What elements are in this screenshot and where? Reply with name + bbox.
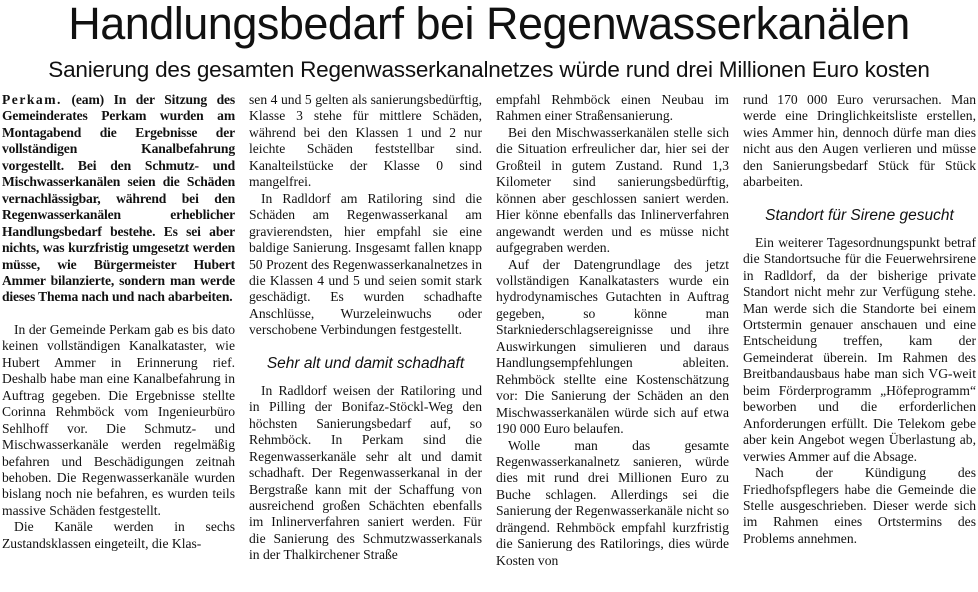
paragraph: In der Gemeinde Perkam gab es bis dato keinen vollständigen Kanalkataster, wie Hubert Ammer in Erinnerung rief. Deshalb habe man eine Kanalbefahrung in Auftrag gegeben. Die Ergebnisse stellte Corinna Rehmböck vom Ingenieurbüro Sehlhoff vor. Die Schmutz- und Mischwasserkanäle werden regelmäßig befahren und Beschädigungen zeitnah behoben. Die Regenwasserkanäle wurden bislang noch nie befahren, es wurden teils massive Schäden festgestellt. — [2, 321, 235, 518]
section-heading: Sehr alt und damit schadhaft — [266, 354, 465, 372]
paragraph: Ein weiterer Tagesordnungspunkt betraf die Standortsuche für die Feuerwehrsirene in Radldorf, da der bisherige private Standort nicht mehr zur Verfügung stehe. Man werde sich die Standorte bei einem Ortstermin genauer anschauen und eine Entscheidung treffen, kam der Gemeinderat überein. Im Rahmen des Breitbandausbaus habe man sich VG-weit beim Förderprogramm „Höfeprogramm“ beworben und die erforderlichen Anforderungen erfüllt. Die Telekom gebe aber kein Angebot wegen Überlastung ab, verwies Ammer auf die Absage. — [743, 234, 976, 464]
paragraph: Auf der Datengrundlage des jetzt vollständigen Kanalkatasters wurde ein hydrodynamisches Gutachten in Auftrag gegeben, so könne man Starkniederschlagsereignisse und ihre Auswirkungen simulieren und daraus Handlungsempfehlungen ableiten. Rehmböck stellte eine Kostenschätzung vor: Die Sanierung der Schäden an den Mischwasserkanälen würde sich auf etwa 190 000 Euro belaufen. — [496, 256, 729, 437]
column-2 — [249, 92, 482, 592]
paragraph: Wolle man das gesamte Regenwasserkanalnetz sanieren, würde dies mit rund drei Millionen Euro zu Buche schlagen. Allerdings sei die Sanierung der Regenwasserkanäle nicht so drängend. Rehmböck empfahl kurzfristig die Sanierung des Ratilorings, dies würde Kosten von — [496, 437, 729, 568]
paragraph: In Radldorf am Ratiloring sind die Schäden am Regenwasserkanal am gravierendsten, hier empfahl sie eine baldige Sanierung. Insgesamt fallen knapp 50 Prozent des Regenwasserkanalnetzes in die Klassen 4 und 5 und seien somit stark geschädigt. Es wurden schadhafte Anschlüsse, Wurzeleinwuchs oder verschobene Verbindungen festgestellt. — [249, 190, 482, 338]
article-subheadline: Sanierung des gesamten Regenwasserkanalnetzes würde rund drei Millionen Euro kosten — [48, 57, 930, 82]
lead-text: (eam) In der Sitzung des Gemeinderates Perkam wurden am Montagabend die Ergebnisse der vollständigen Kanalbefahrung vorgestellt. Bei den Schmutz- und Mischwasserkanälen seien die Schäden vernachlässigbar, während bei den Regenwasserkanälen erheblicher Handlungsbedarf bestehe. Es sei aber nichts, was kurzfristig umgesetzt werden müsse, wie Bürgermeister Hubert Ammer bilanzierte, sondern man werde dieses Thema nach und nach abarbeiten. — [2, 92, 235, 305]
dateline: Perkam. — [2, 92, 62, 107]
column-1 — [2, 92, 235, 592]
paragraph: In Radldorf weisen der Ratiloring und in Pilling der Bonifaz-Stöckl-Weg den höchsten Sanierungsbedarf auf, so Rehmböck. In Perkam sind die Regenwasserkanäle sehr alt und damit schadhaft. Der Regenwasserkanal in der Bergstraße kann mit der Schaffung von ausreichend großen Schächten ebenfalls im Inlinerverfahren saniert werden. Für die Sanierung des Schmutzwasserkanals in der Thalkirchener Straße — [249, 382, 482, 563]
paragraph: Nach der Kündigung des Friedhofspflegers habe die Gemeinde die Stelle ausgeschrieben. Dieser werde sich im Rahmen eines Ortstermins des Problems annehmen. — [743, 465, 976, 546]
paragraph: empfahl Rehmböck einen Neubau im Rahmen einer Straßensanierung. — [496, 92, 729, 124]
article-headline: Handlungsbedarf bei Regenwasserkanälen — [68, 0, 910, 49]
paragraph: rund 170 000 Euro verursachen. Man werde eine Dringlichkeitsliste erstellen, wies Ammer hin, dennoch dürfe man dies nicht aus den Augen verlieren und müsse den Sanierungsbedarf Stück für Stück abarbeiten. — [743, 92, 976, 190]
article-body — [2, 92, 976, 592]
paragraph: Bei den Mischwasserkanälen stelle sich die Situation erfreulicher dar, hier sei der Großteil in gutem Zustand. Rund 1,3 Kilometer sind sanierungsbedürftig, können aber geschlossen saniert werden. Hier könne ebenfalls das Inlinerverfahren angewandt werden und es müsse nicht aufgegraben werden. — [496, 124, 729, 256]
column-4 — [743, 92, 976, 592]
paragraph: Die Kanäle werden in sechs Zustandsklassen eingeteilt, die Klas- — [2, 519, 235, 551]
lead-paragraph — [2, 92, 235, 306]
paragraph: sen 4 und 5 gelten als sanierungsbedürftig, Klasse 3 stehe für mittlere Schäden, während bei den Klassen 1 und 2 nur leichte Schäden feststellbar sind. Kanalteilstücke der Klasse 0 sind mangelfrei. — [249, 92, 482, 190]
column-3 — [496, 92, 729, 592]
section-heading: Standort für Sirene gesucht — [765, 206, 954, 224]
